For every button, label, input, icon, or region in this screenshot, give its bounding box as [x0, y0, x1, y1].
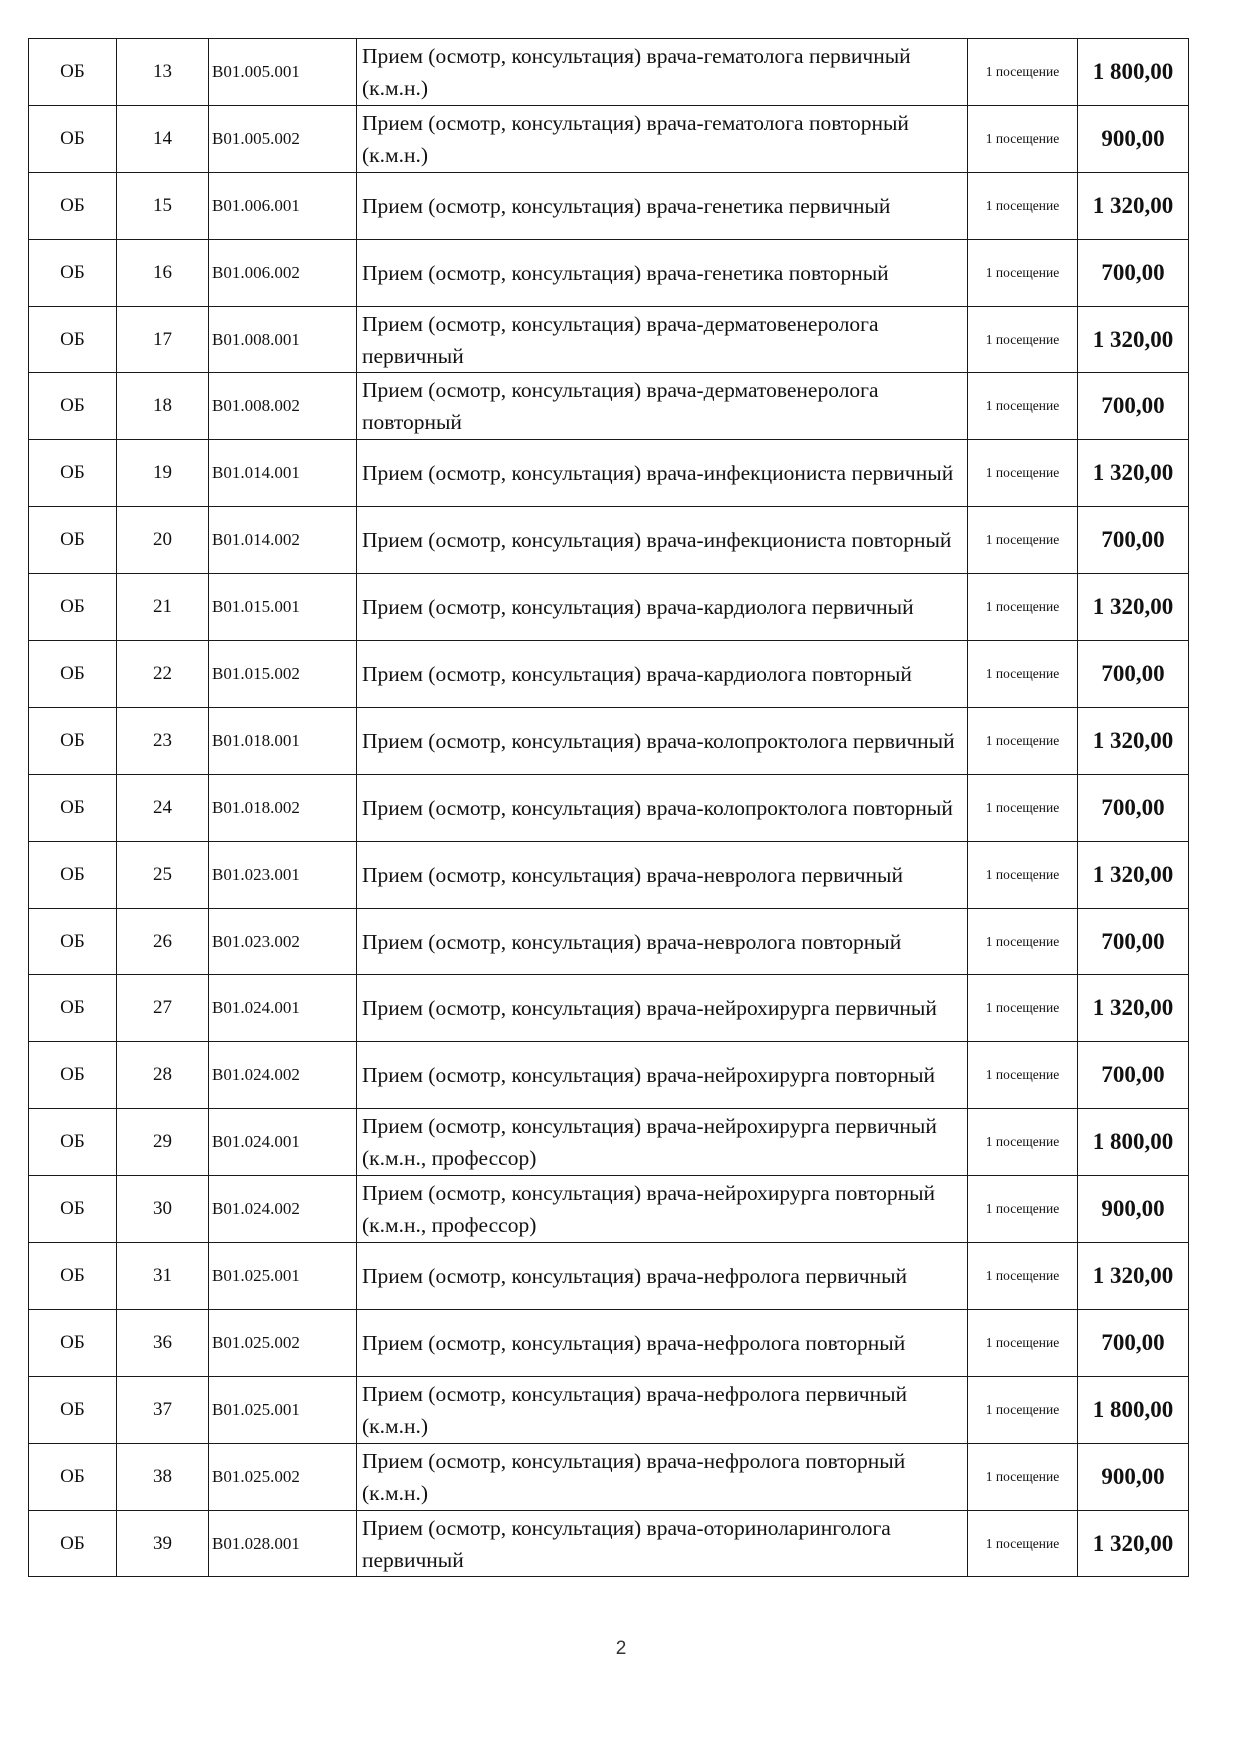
service-name-cell: Прием (осмотр, консультация) врача-нейрохирурга повторный [357, 1042, 968, 1109]
service-name-cell: Прием (осмотр, консультация) врача-генетика повторный [357, 239, 968, 306]
row-number-cell: 30 [117, 1176, 209, 1243]
service-name-cell: Прием (осмотр, консультация) врача-нефролога повторный (к.м.н.) [357, 1443, 968, 1510]
table-row [29, 1109, 1189, 1176]
row-number-cell: 21 [117, 574, 209, 641]
unit-cell: 1 посещение [968, 1443, 1078, 1510]
service-name-cell: Прием (осмотр, консультация) врача-колопроктолога повторный [357, 774, 968, 841]
service-code-cell: B01.014.002 [209, 507, 357, 574]
row-number-cell: 27 [117, 975, 209, 1042]
price-cell: 900,00 [1078, 1443, 1189, 1510]
unit-cell: 1 посещение [968, 306, 1078, 373]
table-row [29, 39, 1189, 106]
service-name-cell: Прием (осмотр, консультация) врача-нейрохирурга повторный (к.м.н., профессор) [357, 1176, 968, 1243]
price-cell: 1 320,00 [1078, 440, 1189, 507]
service-code-cell: B01.023.002 [209, 908, 357, 975]
row-number-cell: 16 [117, 239, 209, 306]
price-cell: 700,00 [1078, 373, 1189, 440]
service-name-cell: Прием (осмотр, консультация) врача-дерматовенеролога первичный [357, 306, 968, 373]
row-number-cell: 13 [117, 39, 209, 106]
group-cell: ОБ [29, 908, 117, 975]
unit-cell: 1 посещение [968, 1109, 1078, 1176]
price-table-body [29, 39, 1189, 1577]
service-code-cell: B01.025.002 [209, 1309, 357, 1376]
table-row [29, 574, 1189, 641]
service-code-cell: B01.015.002 [209, 641, 357, 708]
group-cell: ОБ [29, 373, 117, 440]
row-number-cell: 29 [117, 1109, 209, 1176]
unit-cell: 1 посещение [968, 707, 1078, 774]
service-code-cell: B01.005.002 [209, 105, 357, 172]
service-code-cell: B01.023.001 [209, 841, 357, 908]
row-number-cell: 15 [117, 172, 209, 239]
table-row [29, 373, 1189, 440]
service-name-cell: Прием (осмотр, консультация) врача-нейрохирурга первичный [357, 975, 968, 1042]
price-cell: 1 320,00 [1078, 975, 1189, 1042]
table-row [29, 908, 1189, 975]
service-code-cell: B01.005.001 [209, 39, 357, 106]
row-number-cell: 20 [117, 507, 209, 574]
table-row [29, 841, 1189, 908]
unit-cell: 1 посещение [968, 373, 1078, 440]
table-row [29, 1176, 1189, 1243]
price-cell: 1 800,00 [1078, 39, 1189, 106]
group-cell: ОБ [29, 1243, 117, 1310]
service-code-cell: B01.018.001 [209, 707, 357, 774]
row-number-cell: 23 [117, 707, 209, 774]
table-row [29, 774, 1189, 841]
unit-cell: 1 посещение [968, 1243, 1078, 1310]
service-name-cell: Прием (осмотр, консультация) врача-нефролога повторный [357, 1309, 968, 1376]
price-cell: 700,00 [1078, 908, 1189, 975]
table-row [29, 1510, 1189, 1577]
service-name-cell: Прием (осмотр, консультация) врача-оториноларинголога первичный [357, 1510, 968, 1577]
group-cell: ОБ [29, 1176, 117, 1243]
unit-cell: 1 посещение [968, 841, 1078, 908]
service-code-cell: B01.025.002 [209, 1443, 357, 1510]
price-cell: 1 320,00 [1078, 172, 1189, 239]
unit-cell: 1 посещение [968, 774, 1078, 841]
group-cell: ОБ [29, 975, 117, 1042]
table-row [29, 1309, 1189, 1376]
price-cell: 1 800,00 [1078, 1376, 1189, 1443]
table-row [29, 641, 1189, 708]
group-cell: ОБ [29, 239, 117, 306]
row-number-cell: 19 [117, 440, 209, 507]
service-name-cell: Прием (осмотр, консультация) врача-инфекциониста первичный [357, 440, 968, 507]
row-number-cell: 14 [117, 105, 209, 172]
table-row [29, 306, 1189, 373]
service-code-cell: B01.024.001 [209, 975, 357, 1042]
service-name-cell: Прием (осмотр, консультация) врача-гематолога повторный (к.м.н.) [357, 105, 968, 172]
service-code-cell: B01.006.001 [209, 172, 357, 239]
price-cell: 700,00 [1078, 507, 1189, 574]
group-cell: ОБ [29, 707, 117, 774]
price-table [28, 38, 1189, 1577]
unit-cell: 1 посещение [968, 239, 1078, 306]
service-name-cell: Прием (осмотр, консультация) врача-нефролога первичный (к.м.н.) [357, 1376, 968, 1443]
table-row [29, 1443, 1189, 1510]
table-row [29, 1376, 1189, 1443]
price-cell: 1 320,00 [1078, 1510, 1189, 1577]
unit-cell: 1 посещение [968, 39, 1078, 106]
group-cell: ОБ [29, 1510, 117, 1577]
price-cell: 900,00 [1078, 1176, 1189, 1243]
service-code-cell: B01.015.001 [209, 574, 357, 641]
unit-cell: 1 посещение [968, 908, 1078, 975]
unit-cell: 1 посещение [968, 1176, 1078, 1243]
row-number-cell: 37 [117, 1376, 209, 1443]
row-number-cell: 22 [117, 641, 209, 708]
row-number-cell: 38 [117, 1443, 209, 1510]
group-cell: ОБ [29, 574, 117, 641]
table-row [29, 1243, 1189, 1310]
service-code-cell: B01.008.002 [209, 373, 357, 440]
price-cell: 1 800,00 [1078, 1109, 1189, 1176]
group-cell: ОБ [29, 440, 117, 507]
price-cell: 700,00 [1078, 1042, 1189, 1109]
group-cell: ОБ [29, 1443, 117, 1510]
unit-cell: 1 посещение [968, 507, 1078, 574]
unit-cell: 1 посещение [968, 975, 1078, 1042]
unit-cell: 1 посещение [968, 1042, 1078, 1109]
row-number-cell: 26 [117, 908, 209, 975]
price-cell: 900,00 [1078, 105, 1189, 172]
service-name-cell: Прием (осмотр, консультация) врача-нейрохирурга первичный (к.м.н., профессор) [357, 1109, 968, 1176]
group-cell: ОБ [29, 1309, 117, 1376]
service-name-cell: Прием (осмотр, консультация) врача-инфекциониста повторный [357, 507, 968, 574]
row-number-cell: 36 [117, 1309, 209, 1376]
unit-cell: 1 посещение [968, 1510, 1078, 1577]
group-cell: ОБ [29, 841, 117, 908]
table-row [29, 239, 1189, 306]
group-cell: ОБ [29, 507, 117, 574]
page-number: 2 [615, 1638, 627, 1659]
price-cell: 700,00 [1078, 239, 1189, 306]
unit-cell: 1 посещение [968, 641, 1078, 708]
price-cell: 700,00 [1078, 1309, 1189, 1376]
service-name-cell: Прием (осмотр, консультация) врача-гематолога первичный (к.м.н.) [357, 39, 968, 106]
service-code-cell: B01.006.002 [209, 239, 357, 306]
service-name-cell: Прием (осмотр, консультация) врача-невролога первичный [357, 841, 968, 908]
row-number-cell: 39 [117, 1510, 209, 1577]
service-code-cell: B01.008.001 [209, 306, 357, 373]
service-name-cell: Прием (осмотр, консультация) врача-нефролога первичный [357, 1243, 968, 1310]
service-code-cell: B01.014.001 [209, 440, 357, 507]
row-number-cell: 18 [117, 373, 209, 440]
table-row [29, 507, 1189, 574]
table-row [29, 105, 1189, 172]
group-cell: ОБ [29, 1042, 117, 1109]
price-cell: 1 320,00 [1078, 574, 1189, 641]
unit-cell: 1 посещение [968, 172, 1078, 239]
price-cell: 1 320,00 [1078, 707, 1189, 774]
table-row [29, 440, 1189, 507]
group-cell: ОБ [29, 641, 117, 708]
service-code-cell: B01.024.002 [209, 1176, 357, 1243]
unit-cell: 1 посещение [968, 1309, 1078, 1376]
row-number-cell: 31 [117, 1243, 209, 1310]
group-cell: ОБ [29, 1109, 117, 1176]
row-number-cell: 24 [117, 774, 209, 841]
unit-cell: 1 посещение [968, 574, 1078, 641]
row-number-cell: 28 [117, 1042, 209, 1109]
price-cell: 1 320,00 [1078, 841, 1189, 908]
price-cell: 1 320,00 [1078, 306, 1189, 373]
table-row [29, 975, 1189, 1042]
service-name-cell: Прием (осмотр, консультация) врача-невролога повторный [357, 908, 968, 975]
table-row [29, 1042, 1189, 1109]
service-code-cell: B01.028.001 [209, 1510, 357, 1577]
service-name-cell: Прием (осмотр, консультация) врача-колопроктолога первичный [357, 707, 968, 774]
service-name-cell: Прием (осмотр, консультация) врача-кардиолога повторный [357, 641, 968, 708]
row-number-cell: 17 [117, 306, 209, 373]
group-cell: ОБ [29, 39, 117, 106]
group-cell: ОБ [29, 105, 117, 172]
unit-cell: 1 посещение [968, 105, 1078, 172]
group-cell: ОБ [29, 172, 117, 239]
service-name-cell: Прием (осмотр, консультация) врача-кардиолога первичный [357, 574, 968, 641]
table-row [29, 707, 1189, 774]
service-code-cell: B01.024.002 [209, 1042, 357, 1109]
group-cell: ОБ [29, 774, 117, 841]
service-name-cell: Прием (осмотр, консультация) врача-генетика первичный [357, 172, 968, 239]
price-cell: 700,00 [1078, 774, 1189, 841]
service-name-cell: Прием (осмотр, консультация) врача-дерматовенеролога повторный [357, 373, 968, 440]
row-number-cell: 25 [117, 841, 209, 908]
group-cell: ОБ [29, 306, 117, 373]
service-code-cell: B01.018.002 [209, 774, 357, 841]
table-row [29, 172, 1189, 239]
service-code-cell: B01.025.001 [209, 1376, 357, 1443]
price-cell: 1 320,00 [1078, 1243, 1189, 1310]
service-code-cell: B01.025.001 [209, 1243, 357, 1310]
group-cell: ОБ [29, 1376, 117, 1443]
unit-cell: 1 посещение [968, 1376, 1078, 1443]
unit-cell: 1 посещение [968, 440, 1078, 507]
price-cell: 700,00 [1078, 641, 1189, 708]
service-code-cell: B01.024.001 [209, 1109, 357, 1176]
